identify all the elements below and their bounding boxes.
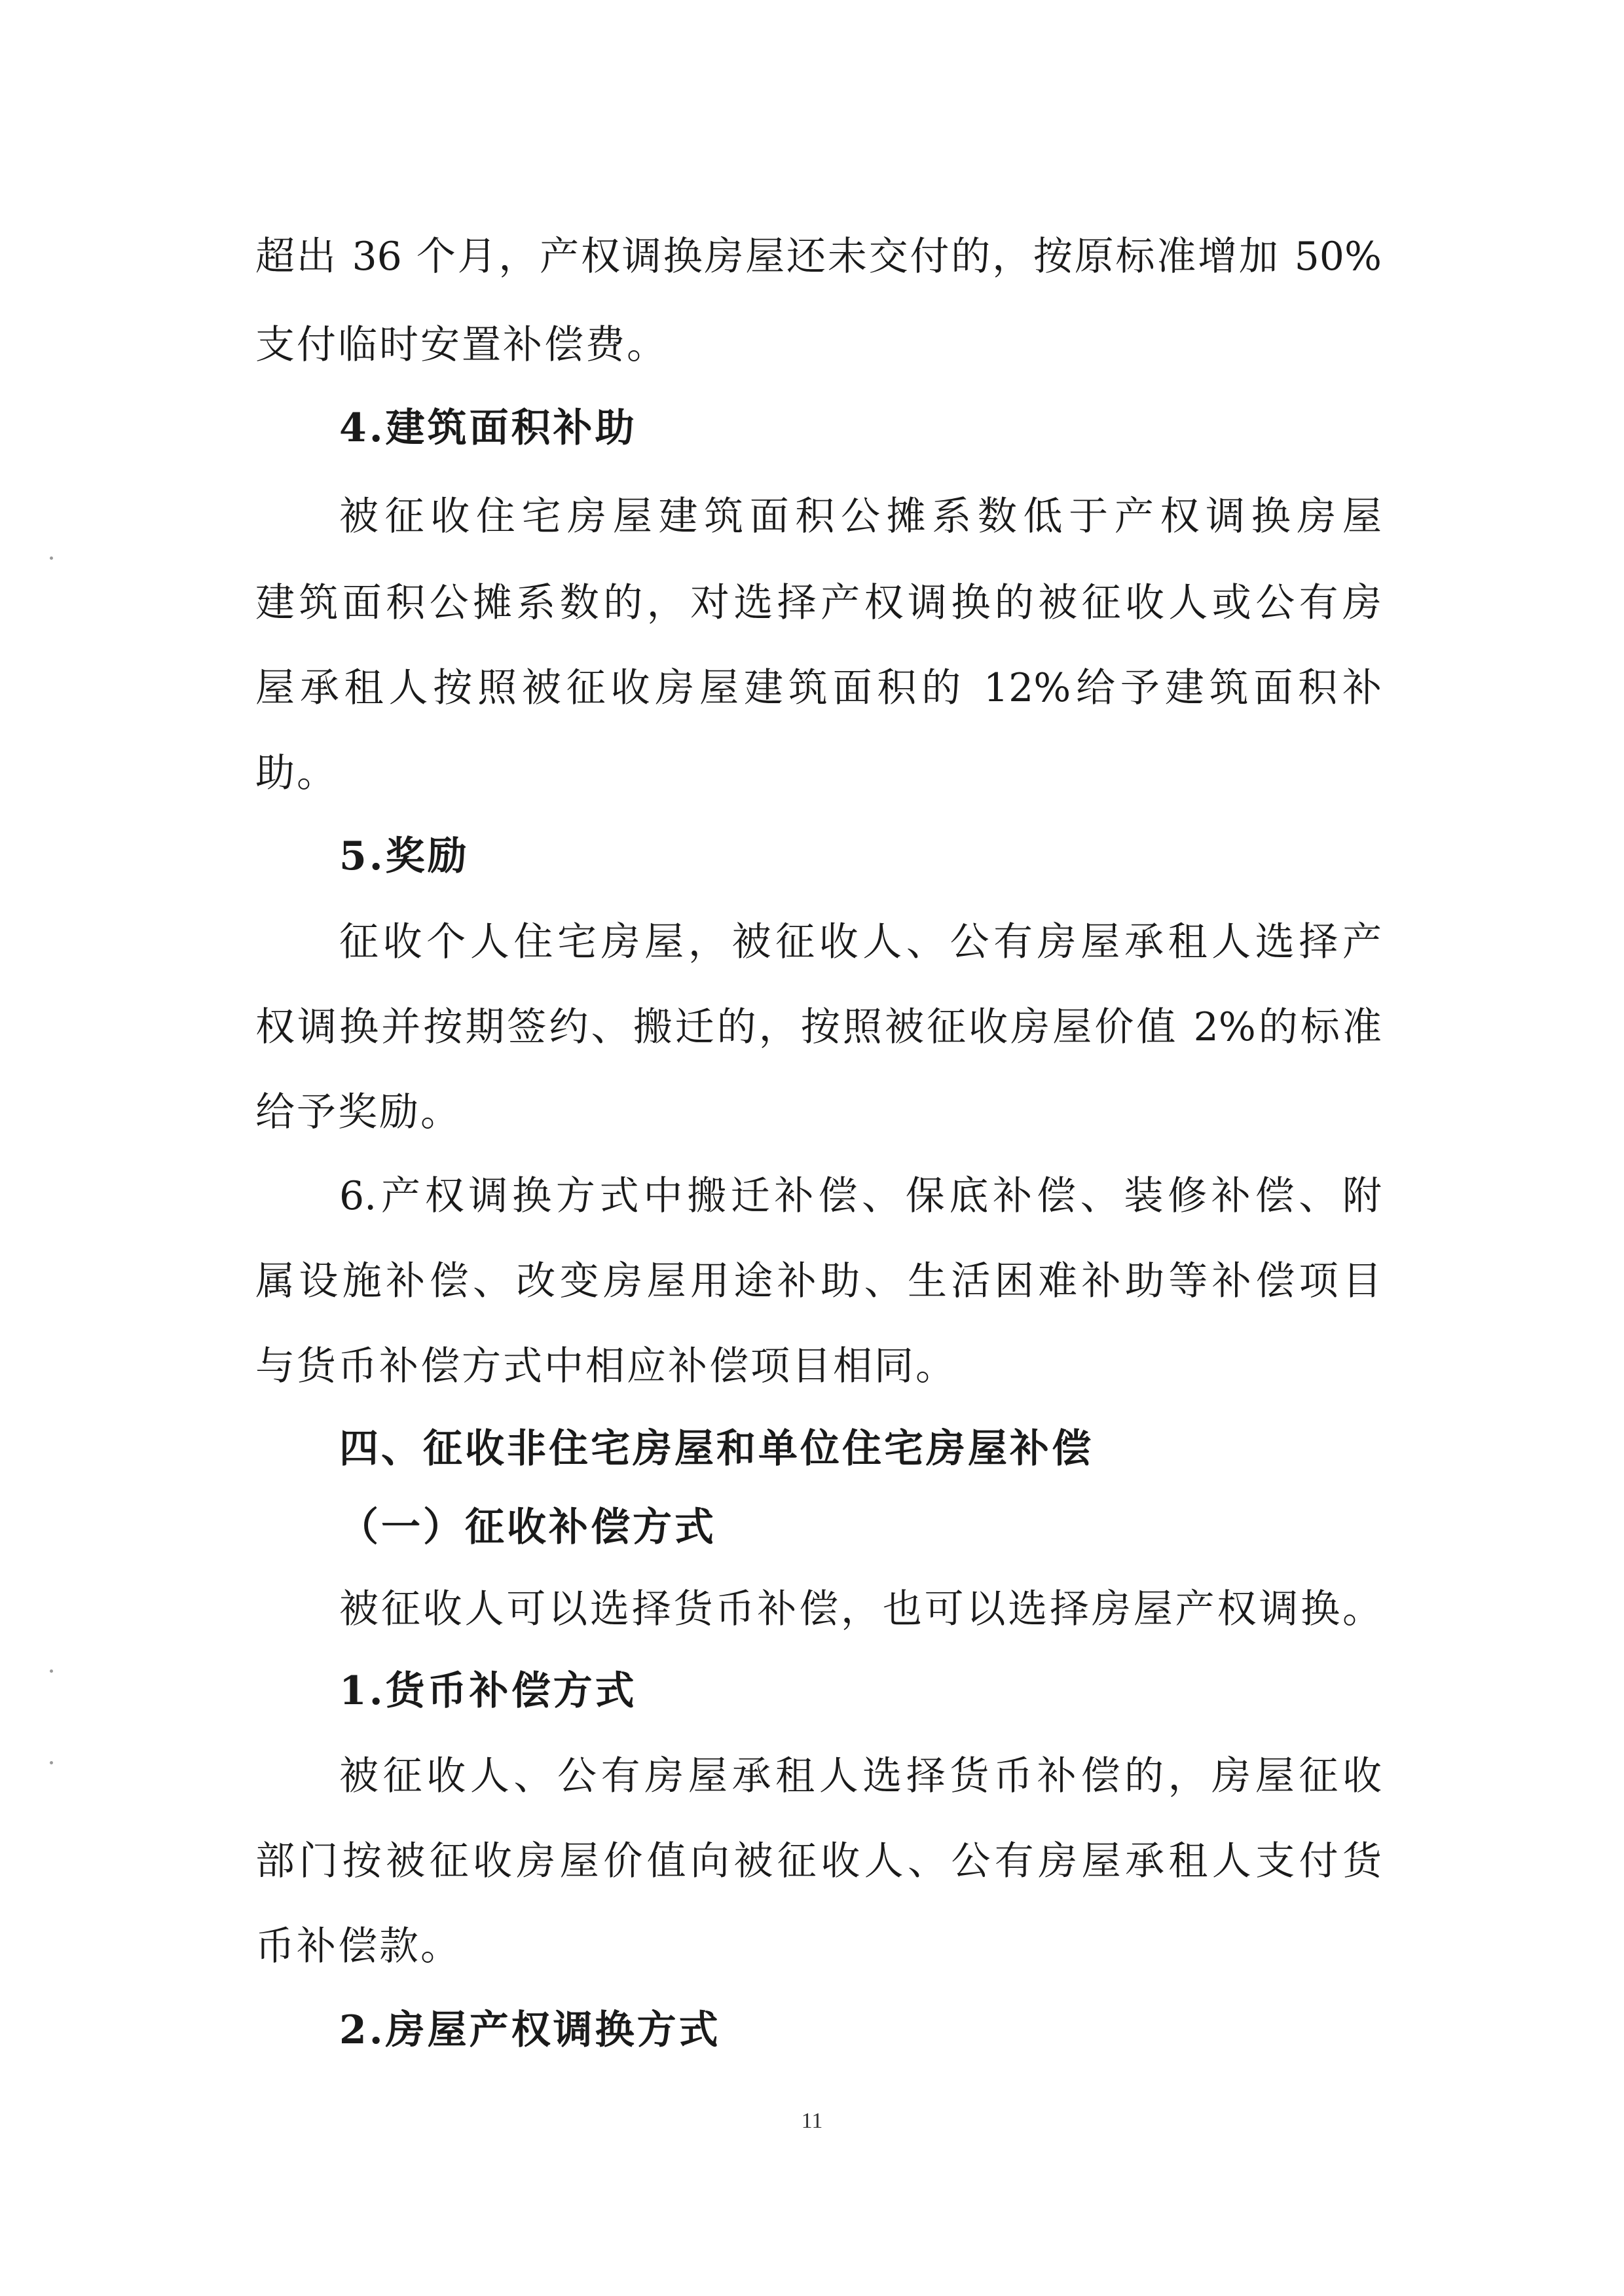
paragraph-line: 屋承租人按照被征收房屋建筑面积的 12%给予建筑面积补: [255, 665, 1382, 711]
paragraph-line: 币补偿款。: [255, 1923, 462, 1969]
section-heading: 5.奖励: [339, 833, 470, 879]
paragraph-line: 建筑面积公摊系数的，对选择产权调换的被征收人或公有房: [255, 580, 1382, 626]
paragraph-line: 给予奖励。: [255, 1089, 462, 1135]
scan-speck: [50, 1669, 53, 1673]
section-heading: 1.货币补偿方式: [339, 1668, 637, 1714]
page-number: 11: [801, 2109, 823, 2133]
paragraph-line: 被征收人可以选择货币补偿，也可以选择房屋产权调换。: [339, 1586, 1382, 1632]
section-heading: 4.建筑面积补助: [339, 405, 637, 451]
paragraph-line: 与货币补偿方式中相应补偿项目相同。: [255, 1343, 957, 1389]
scan-speck: [50, 1761, 53, 1764]
subsection-heading: （一）征收补偿方式: [339, 1504, 716, 1550]
paragraph-line: 征收个人住宅房屋，被征收人、公有房屋承租人选择产: [339, 919, 1382, 965]
paragraph-line: 助。: [255, 750, 338, 796]
paragraph-line: 部门按被征收房屋价值向被征收人、公有房屋承租人支付货: [255, 1838, 1382, 1884]
paragraph-line: 被征收人、公有房屋承租人选择货币补偿的，房屋征收: [339, 1753, 1382, 1799]
scan-speck: [50, 556, 53, 560]
paragraph-line: 被征收住宅房屋建筑面积公摊系数低于产权调换房屋: [339, 494, 1382, 539]
paragraph-line: 超出 36 个月，产权调换房屋还未交付的，按原标准增加 50%: [255, 234, 1382, 280]
section-heading: 2.房屋产权调换方式: [339, 2007, 721, 2053]
paragraph-line: 支付临时安置补偿费。: [255, 322, 668, 368]
paragraph-line: 6.产权调换方式中搬迁补偿、保底补偿、装修补偿、附: [339, 1173, 1382, 1219]
paragraph-line: 权调换并按期签约、搬迁的，按照被征收房屋价值 2%的标准: [255, 1004, 1382, 1050]
chapter-heading: 四、征收非住宅房屋和单位住宅房屋补偿: [339, 1426, 1094, 1472]
paragraph-line: 属设施补偿、改变房屋用途补助、生活困难补助等补偿项目: [255, 1258, 1382, 1304]
